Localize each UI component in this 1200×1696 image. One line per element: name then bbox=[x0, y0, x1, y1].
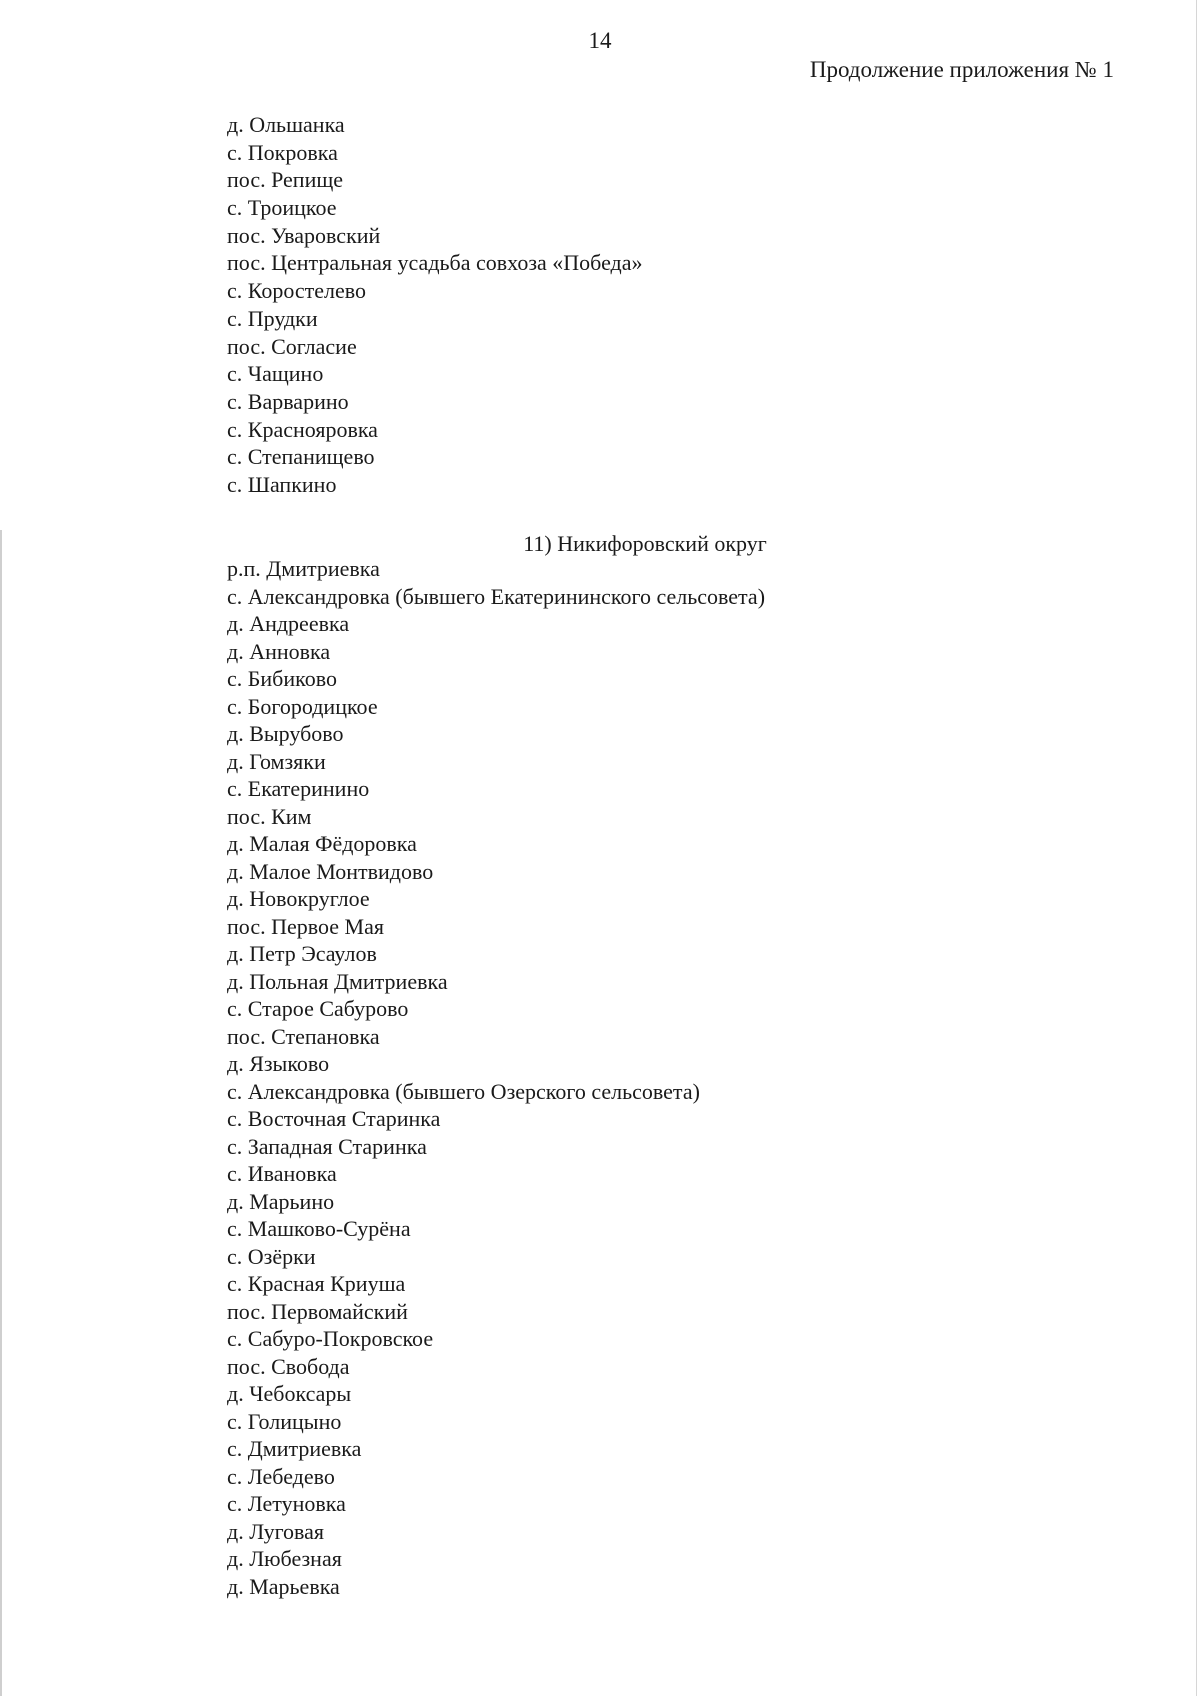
list-item: с. Машково-Сурёна bbox=[227, 1216, 411, 1241]
list-item: д. Петр Эсаулов bbox=[227, 941, 377, 966]
list-item: р.п. Дмитриевка bbox=[227, 556, 380, 581]
list-item: пос. Уваровский bbox=[227, 222, 381, 248]
list-item: с. Александровка (бывшего Екатерининского сельсовета) bbox=[227, 583, 766, 609]
list-item: д. Любезная bbox=[227, 1546, 342, 1571]
scan-edge-left bbox=[0, 530, 2, 1696]
list-item: с. Восточная Старинка bbox=[227, 1106, 441, 1131]
list-item: с. Красная Криуша bbox=[227, 1271, 406, 1296]
list-item: с. Богородицкое bbox=[227, 693, 378, 719]
list-item: с. Степанищево bbox=[227, 444, 375, 470]
list-item: пос. Первомайский bbox=[227, 1298, 408, 1324]
list-item: д. Андреевка bbox=[227, 611, 350, 636]
list-item: д. Марьевка bbox=[227, 1573, 340, 1599]
page-number: 14 bbox=[588, 28, 612, 53]
list-item: с. Бибиково bbox=[227, 666, 337, 691]
list-item: д. Анновка bbox=[227, 638, 331, 664]
scan-edge-right bbox=[1196, 0, 1197, 1696]
section-heading: 11) Никифоровский округ bbox=[523, 531, 767, 556]
list-item: с. Ивановка bbox=[227, 1161, 337, 1186]
list-item: пос. Первое Мая bbox=[227, 913, 384, 939]
list-item: д. Луговая bbox=[227, 1518, 325, 1544]
list-item: д. Марьино bbox=[227, 1188, 335, 1214]
list-item: д. Малая Фёдоровка bbox=[227, 831, 417, 856]
list-item: с. Летуновка bbox=[227, 1491, 346, 1516]
list-item: д. Вырубово bbox=[227, 721, 344, 746]
list-item: с. Троицкое bbox=[227, 195, 337, 221]
list-item: с. Лебедево bbox=[227, 1463, 335, 1489]
list-item: д. Ольшанка bbox=[227, 112, 345, 137]
list-item: с. Сабуро-Покровское bbox=[227, 1326, 434, 1351]
list-item: д. Гомзяки bbox=[227, 748, 326, 774]
list-item: с. Александровка (бывшего Озерского сельсовета) bbox=[227, 1078, 700, 1104]
list-item: д. Польная Дмитриевка bbox=[227, 968, 448, 994]
list-item: с. Варварино bbox=[227, 388, 349, 414]
list-item: пос. Согласие bbox=[227, 333, 357, 359]
list-item: пос. Свобода bbox=[227, 1353, 350, 1379]
list-item: д. Новокруглое bbox=[227, 886, 370, 911]
list-item: пос. Степановка bbox=[227, 1023, 380, 1049]
list-item: с. Шапкино bbox=[227, 471, 337, 497]
list-item: с. Озёрки bbox=[227, 1243, 316, 1269]
list-item: д. Языково bbox=[227, 1051, 330, 1076]
list-item: с. Коростелево bbox=[227, 278, 367, 304]
settlement-list-nikiforovsky bbox=[227, 555, 765, 1600]
list-item: д. Малое Монтвидово bbox=[227, 858, 434, 884]
list-item: пос. Ким bbox=[227, 803, 312, 829]
appendix-continuation-note: Продолжение приложения № 1 bbox=[809, 57, 1114, 82]
list-item: с. Краснояровка bbox=[227, 416, 378, 442]
list-item: пос. Центральная усадьба совхоза «Победа» bbox=[227, 250, 643, 276]
list-item: с. Старое Сабурово bbox=[227, 996, 409, 1021]
list-item: с. Чащино bbox=[227, 361, 324, 387]
list-item: с. Дмитриевка bbox=[227, 1436, 362, 1461]
list-item: пос. Репище bbox=[227, 167, 344, 193]
list-item: с. Покровка bbox=[227, 139, 338, 165]
list-item: с. Екатеринино bbox=[227, 776, 370, 801]
list-item: с. Западная Старинка bbox=[227, 1133, 427, 1159]
settlement-list-continued bbox=[227, 111, 643, 499]
list-item: д. Чебоксары bbox=[227, 1381, 352, 1406]
list-item: с. Голицыно bbox=[227, 1408, 342, 1434]
list-item: с. Прудки bbox=[227, 305, 318, 331]
